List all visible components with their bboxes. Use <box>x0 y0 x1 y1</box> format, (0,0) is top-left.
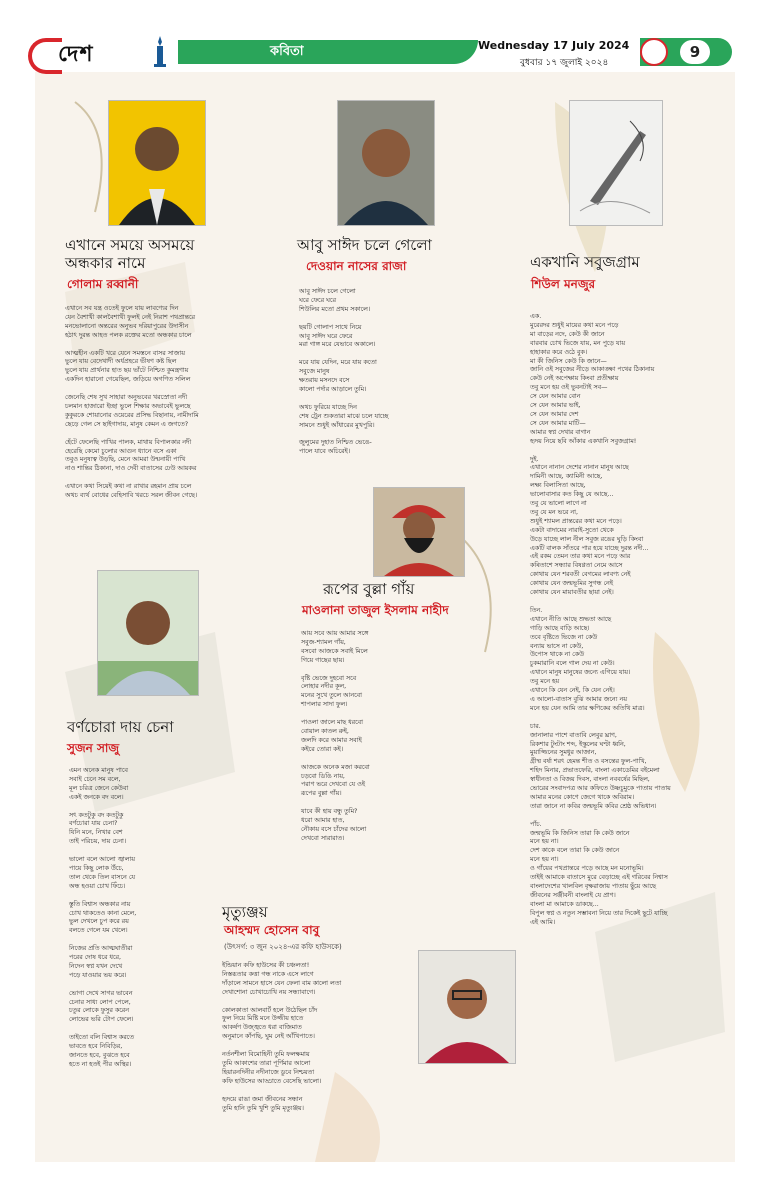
page-number: 9 <box>680 40 710 64</box>
poem-6-title: মৃত্যুঞ্জয় <box>222 903 268 921</box>
author-photo-ahammad-hossain-babu <box>418 950 516 1064</box>
poem-6-body: ইন্ডিয়ান কফি হাউসের কী চঞ্চলতা! নিস্তব্ধতার কত্তা গন্ধ নাকে এসে লাগে দাঁড়ালে সামনে হাসে যেন ফেলা বাম কালো লতা দেখাশোনা চোখাচোখি নয় সন্ধ্যাবাগে। কোলকাতা আলবার্ট হলে উঠেছিল চাঁদ ফুল নিয়ে মিষ্টি মনে উজ্জীয় হাতে আকর্ষণ উজ্জ্বতে ধরা বাজিমাত অনুমানে কাঁপছি, ঘুম নেই আঁখিপাতে। নর্তনশীলা বিমোহিনী তুমি ফলক্ষমায় তুমি আকাশের তারা পূর্ণিমার আলো হিয়ারনদিনীর নদীনাজে ডুবে নিশ্চয়তা কফি হাউসের আড্ডাতে বেসেছি ভালো। হৃদয়ে রাঙা জমা জীবনের সন্ধান তুমি হানি তুমি খুশি তুমি মৃত্যুঞ্জয়। <box>222 962 342 1112</box>
poem-1-body: এখানে সব যন্ত্র ওতেই ফুলে যায় লাবণ্যের দিন যেন বৈশাখী কালবৈশাখী ফুলই নেই নিরাশ পথপ্রান্তরে মনভোলানো অন্তরের অনুভব দরিয়াপুরের উদাসীন হঠাৎ দুরন্ত আহত পলক রক্তের মতো অন্ধকার চালে আত্মহীন একটি খরে যেনে সমস্তনে বাসর সাজায় ভুলে যায় বেদেখাদী অর্ধপ্রহরে ভীষণ কষ্ট ছিল ভুলে যায় প্রার্থনার হাত ছয় ভাঁটে নিশ্চিত কুমন্ত্রণায় একদিন হারানো গেয়েছিল, জড়িয়ে অগণিত সলিল জেনেছি শেষ সুখ সাহারা অনুভবের খরস্রোতা নদী চলমান হাজারো ইচ্ছা ভুলে শিক্ষার অভাবেই ভুলছে কুকুরকে শোয়ানোর ওয়েরের প্রসিদ্ধ বিছানায়, নামীদামি ছেড়ে গেল সে ছাইগাদায়, মানুষ কেমন এ জগতে? হেঁটে ফেলেছি পাখির পালক, মাথায় বিপালকার নদী হেরেছি কেমো চুলোর আগুন ধ্যানে বসে একা তবুও মনুষ্যত্ব উড়ছি, মেনে আমরা উন্মনায়ী পাখি নাও শান্তির ঠিকানা, দাও দেবী বাতাসের ঢেউ আয়কর এখানে কথা সিয়েই কথা না রাখার রহমান প্রায় চলে অথচ ব্যর্থ বোধের বেহিসাবি খরচে সরল জীবন গেছে। <box>65 305 199 500</box>
date-bangla: বুধবার ১৭ জুলাই ২০২৪ <box>520 58 609 68</box>
poem-1-title: এখানে সময়ে অসময়ে অন্ধকার নামে <box>65 236 195 272</box>
section-title: কবিতা <box>270 44 304 59</box>
author-photo-sujon-saju <box>97 570 199 696</box>
page-header <box>0 34 770 68</box>
quill-pen-illustration <box>569 100 663 226</box>
logo-arc <box>28 38 62 74</box>
poem-5-body: এমন অনেক মানুষ পাবে সবাই চেনে সম বলে, মূল চরিত্র জেনে কেউবা একই জনকে বদ বলে। সৎ কতটুকু বদ কতটুকু বর্ণচোরা যায় চেনা? যিনি মনে, নিখার বেশ তাই পরিচয়, দায় চেনা। ভালো বলে আলো জ্বালায় পায়ে কিছু লোক উঁচে, তাল থেকে তিল বাসনে যে অন্ধ হওয়া চোখ ফিঁচে। স্তুতি বিশ্বাস অন্ধকার নায় চোখ থাকতেও কানা মেলে, ভুল দেখলে চুপ করে রয় বলতে গেলে যম খেলে। নিজের প্রতি আত্মঘাতীরা পরের দোষ ধরে ধরে, নিদেন স্বপ্ন যখন দেখে পড়ে যাওয়ার ভয় করে। ভোগা দেখে সাগর ভাবেন চেনার সাধ্য লোপ পেলে, চতুর লোকে ফুসুর করেন লোভের ভরি টোপ ফেলে। তাইতো বলি বিশ্বাস করতে ভাবতে হবে নিবিড়ির, জানতে হবে, বুঝতে হবে হতে না হতই পীর অস্থির। <box>69 767 137 1068</box>
poem-3-body: এক. মুরেরদর শুধুই মায়ের কথা মনে পড়ে মা বাড়ের নদে, কেউ কী জানে বারবার চোখ ভিজে যায়, মন পুড়ে যায় হাহাকার করে ওঠে বুক। মা কী জিনিস কেউ কি জানে— জানি ওই সবুজের নীড়ে আকাঙ্ক্ষা পথের ঠিকানায় কেউ নেই অপেক্ষায় কিংবা প্রতীক্ষায় তবু মনে হয় ওই ভুবনটাই সব— সে যেন আমার বোন সে যেন আমার ভাই, সে যেন আমার দেশ সে যেন আমার মাটি— আমার স্বপ্ন দেখার বাগান হৃদয় নিয়ে ছবি আঁকার একখানি সবুজগ্রাম! দুই. এখানে নানান দেশের নানান মানুষ আছে দামিনী আছে, ক্যামিনী আছে, লক্ষ্য বিলাসিতা আছে, ভালোবাসার কত কিছু যে আছে... তবু যে ভালো লাগে না তবু যে মন ভরে না, শুধুই শ্যামল প্রান্তরের কথা মনে পড়ে। একটা বাদামের নারাই-সুতো থেকে উড়ে যাচ্ছে লাল নীল সবুজ রঙের ঘুড়ি কিংবা একটি বালক সাঁতরে পার হয়ে যাচ্ছে দুরন্ত নদী... এই রকম তেমন তার কথা মনে পড়ে আর কৰিতাশে সন্ধ্যার বিষণ্ণতা নেমে আসে কোথায় যেন শরবতী বেগমের লাবণ্য নেই কোথায় যেন জন্মভূমির সুগন্ধ নেই কোথায় যেন মায়াবতীর ছায়া নেই। তিন. এখানে নীতি আছে শুদ্ধতা আছে গাড়ি আছে বাড়ি আছে। তবে বৃষ্টিতে ভিজে না কেউ বন্যায় ভাসে না কেউ, উপোস থাকে না কেউ চুকমারানি বলে গাল দেয় না কেউ। এখানে মানুষ মানুষের জন্যে এগিয়ে যায়। তবু মনে হয় এখানে কি যেন নেই, কি যেন নেই। এ আলো-বাতাস বুঝি আমার জন্যে নয় মনে হয় যেন আমি তার ক্ষণিকের অতিথি মাত্র। চার. জানালার পাশে বাতাবি লেবুর ঘ্রাণ, রিকশার টুংটাং শব্দ, ইস্কুলের ঘণ্টা ধ্বনি, মুয়াজ্জিনের সুমধুর আজান, গ্রীষ্ম বর্ষা শরৎ হেমন্ত শীত ও বসন্তের ফুল-পাখি, শহিদ মিনার, প্রভাতফেরি, বাংলা একাডেমির বইমেলা স্বাধীনতা ও বিজয় দিবস, বাংলা নববর্ষের মিছিল, ভোরের সংবাদপত্র আর কফিতে উষ্ণচুমুকে পাতায় পাতায় আমার মনের কোণে জেগে থাকে অবিরাম। তারা জানে না কবির জন্মভূমি কবির শ্রেষ্ঠ অভিধান। পাঁচ. জন্মভূমি কি জিনিস তারা কি কেউ জানে মনে হয় না। দেশ কাকে বলে তারা কি কেউ জানে মনে হয় না। ও গাঁয়ের পথপ্রান্তরে পড়ে আছে মন মনোভূমি। তাইই আমাকে বাতাসে মুরে বেড়াচ্ছে এই গরিবের নিশ্বাস বাংলাদেশের খালবিল বৃক্ষরাজায় পাতায় ছুঁয়ে আছে জীবনের সঞ্জীবনী বাংলাই যে প্রাণ। বাংলা মা আমাকে ডাকছে... বিপুল স্বপ্ন ও নতুন সম্ভাবনা নিয়ে তার দিকেই ছুটে যাচ্ছি এই আমি। <box>530 313 671 926</box>
badge-circle <box>640 38 668 66</box>
poem-5-author: সুজন সাজু <box>67 741 120 755</box>
newspaper-logo: দেশ <box>58 42 94 67</box>
date-english: Wednesday 17 July 2024 <box>478 39 630 52</box>
author-photo-tajul-islam-nahid <box>373 487 465 577</box>
poem-2-title: আবু সাঈদ চলে গেলো <box>297 236 432 254</box>
poem-1-author: গোলাম রব্বানী <box>67 277 139 291</box>
statue-icon <box>148 34 172 68</box>
poem-5-title: বর্ণচোরা দায় চেনা <box>67 718 174 736</box>
poem-6-author: আহম্মদ হোসেন বাবু <box>224 923 320 937</box>
author-photo-dewan-naser-raja <box>337 100 435 226</box>
poem-4-title: রূপের বুল্লা গাঁয় <box>323 580 415 598</box>
poem-2-body: আবু সাঈদ চলে গেলো ঘরে ফেরে ঘরে শিউলির মতো প্রথম সকালে। ছয়টি গোলাপ সাথে নিয়ে আবু সাঈদ ঘরে ফেরে মরা গাঙ্গ মরে যেভাবে অকালে। মরে যায় যেদিন, মরে যায় কতো সবুজে মানুষ ক্ষতরায় মসনদে বসে কালো পর্দার আড়ালে তুমি। অথচ ফুরিয়ে যাচ্ছে দিন শেষ ট্রেন শুকতারা মাঝে চলে যাচ্ছে সামনে শুধুই আঁধারের মুখপুরি। জুলুমের দুহাত নিশ্চিত ভেঙে- পালে যাবে অচিরেই। <box>299 288 389 456</box>
section-bar <box>178 40 478 64</box>
poem-3-title: একখানি সবুজগ্রাম <box>530 253 640 271</box>
poem-2-author: দেওয়ান নাসের রাজা <box>306 259 407 273</box>
poem-3-author: শিউল মনজুর <box>531 277 596 291</box>
poem-4-body: আয় সবে আয় আমার সঙ্গে সবুজ-শ্যামল গাঁয়, বসবো আজকে সবাই মিলে গিয়ে গাছের ছায়। বৃষ্টি ভেজে দুহবো সবে লোহার নদীর কূল, মনের সুখে তুলে আনবো শাপলার সাদা ফুল। পাওলা জালে মাছ ধরবো বোয়াল কাতল রুই, জলদি করে আমার সবাই কইরে তোরা কই। আজকে অনেক মজা করবো চড়বো ডিঙি নায়, পরাণ ভরে দেখবো যে ওই রূপের বুল্লা গাঁয়। যাবে কী হায় বন্ধু তুমি? ধরো আমার হাত, নৌকায় বসে চাঁদের আলো দেখবো সারারাত। <box>301 630 370 842</box>
poem-6-dedication: (উৎসর্গ: ৩ জুন ২০২৪-এর কফি হাউসকে) <box>224 943 342 951</box>
author-photo-golam-rabbani <box>108 100 206 226</box>
poem-4-author: মাওলানা তাজুল ইসলাম নাহীদ <box>302 603 449 617</box>
